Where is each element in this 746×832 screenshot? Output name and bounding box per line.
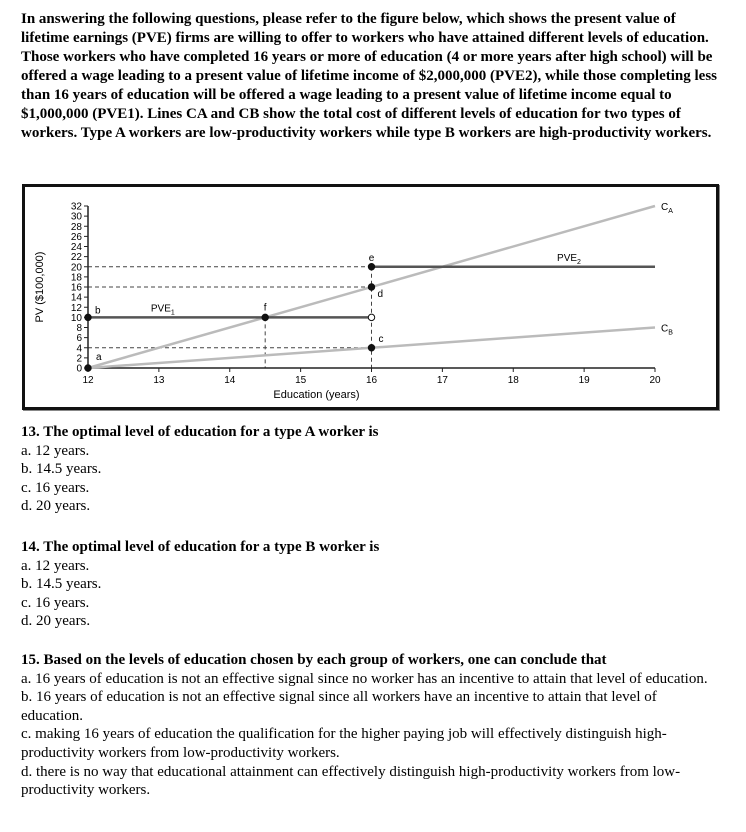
x-tick-label: 14 — [224, 375, 236, 386]
x-tick-label: 18 — [507, 375, 519, 386]
option-d[interactable]: d. 20 years. — [21, 498, 91, 515]
x-tick-label: 15 — [295, 375, 307, 386]
question-text: 14. The optimal level of education for a type B worker is — [21, 539, 380, 555]
label-subscript: A — [668, 208, 673, 215]
y-tick-label: 12 — [70, 302, 82, 314]
x-tick-label: 16 — [365, 375, 378, 386]
series-label-pve2: $PVE_2$ — [557, 252, 581, 266]
label-subscript: 2 — [577, 258, 581, 266]
point-f — [262, 314, 268, 320]
y-tick-label: 10 — [70, 312, 82, 324]
y-tick-label: 16 — [70, 282, 82, 294]
y-tick-label: 26 — [70, 231, 82, 243]
y-tick-label: 30 — [70, 211, 82, 223]
series-label-cb: $C_B$ — [661, 323, 673, 337]
option-a[interactable]: a. 16 years of education is not an effective signal since no worker has an incentive to attain that level of education. — [21, 670, 708, 687]
option-c[interactable]: c. making 16 years of education the qualification for the higher paying job will effectively distinguish high-productivity workers from low-productivity workers. — [21, 726, 667, 761]
point-e — [368, 264, 374, 270]
label-subscript: 1 — [170, 309, 175, 317]
x-tick-label: 17 — [436, 375, 448, 386]
point-label-c: c — [378, 333, 384, 345]
x-tick-label: 12 — [82, 375, 94, 386]
chart-svg — [25, 187, 716, 407]
option-b[interactable]: b. 14.5 years. — [21, 576, 102, 593]
label-subscript: B — [668, 329, 673, 337]
y-tick-label: 20 — [70, 262, 82, 274]
point-label-a: a — [96, 352, 102, 363]
point-d — [368, 284, 374, 290]
option-c[interactable]: c. 16 years. — [21, 594, 90, 611]
question-text: 15. Based on the levels of education chosen by each group of workers, one can conclude that — [21, 652, 607, 668]
option-a[interactable]: a. 12 years. — [21, 557, 90, 574]
option-d[interactable]: d. 20 years. — [21, 613, 91, 630]
x-tick-label: 13 — [153, 375, 165, 386]
point-c — [368, 345, 374, 351]
point-label-f: f — [263, 302, 267, 314]
y-tick-label: 24 — [70, 242, 82, 253]
y-tick-label: 4 — [76, 343, 82, 355]
y-axis-label: PV ($100,000) — [34, 251, 46, 323]
series-label-pve1: $PVE_1$ — [150, 303, 175, 317]
point-label-e: e — [368, 252, 375, 264]
point-a — [85, 365, 91, 371]
point-label-d: d — [377, 289, 384, 300]
question-15 — [21, 651, 721, 800]
point-b — [85, 314, 91, 320]
x-axis-label: Education (years) — [273, 389, 360, 401]
education-signaling-figure — [22, 184, 719, 410]
option-b[interactable]: b. 14.5 years. — [21, 461, 102, 478]
y-tick-label: 22 — [70, 252, 82, 264]
intro-paragraph: In answering the following questions, please refer to the figure below, which shows the present value of lifetime earnings (PVE) firms are willing to offer to workers who have attained different levels of education. Those workers who have completed 16 years or more of education (4 or more years after high school) will be offered a wage leading to a present value of lifetime income of $2,000,000 (PVE2), while those completing less than 16 years of education will be offered a wage leading to a present value of lifetime income equal to $1,000,000 (PVE1). Lines CA and CB show the total cost of different levels of education for two types of workers. Type A workers are low-productivity workers while type B workers are high-productivity workers. — [21, 11, 718, 141]
x-tick-label: 19 — [578, 375, 590, 386]
x-tick-label: 20 — [649, 375, 661, 386]
y-tick-label: 14 — [70, 292, 82, 304]
question-14 — [21, 538, 721, 631]
point-label-b: b — [95, 305, 101, 317]
question-text: 13. The optimal level of education for a type A worker is — [21, 424, 379, 440]
y-tick-label: 0 — [76, 363, 82, 375]
point-open — [368, 314, 374, 320]
option-d[interactable]: d. there is no way that educational attainment can effectively distinguish high-productivity workers from low-productivity workers. — [21, 763, 681, 799]
series-label-ca: $C_A$ — [661, 202, 673, 215]
option-a[interactable]: a. 12 years. — [21, 442, 90, 459]
y-tick-label: 32 — [70, 201, 82, 213]
y-tick-label: 18 — [70, 272, 82, 284]
y-tick-label: 6 — [76, 333, 82, 345]
option-c[interactable]: c. 16 years. — [21, 479, 90, 496]
option-b[interactable]: b. 16 years of education is not an effective signal since all workers have an incentive to attain that level of education. — [21, 689, 657, 724]
y-tick-label: 8 — [76, 323, 82, 334]
y-tick-label: 28 — [70, 221, 82, 233]
question-13 — [21, 423, 721, 516]
y-tick-label: 2 — [76, 353, 82, 365]
